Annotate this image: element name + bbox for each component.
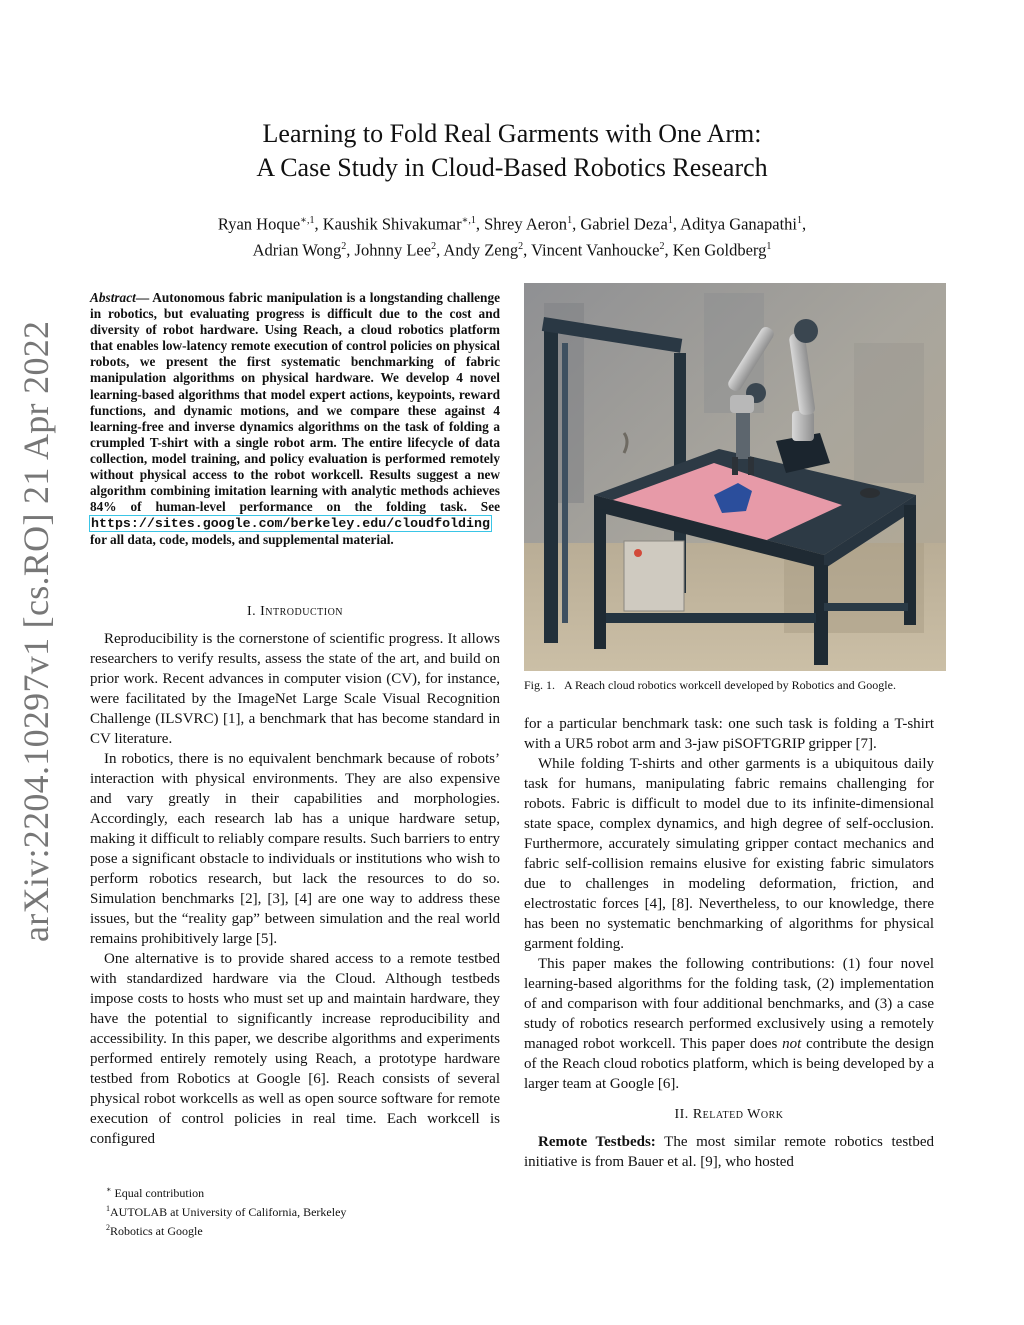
- abstract-label: Abstract: [90, 290, 136, 305]
- author-line-2: Adrian Wong$^2$, Johnny Lee$^2$, Andy Zeng$^2$, Vincent Vanhoucke$^2$, Ken Goldberg$^1$: [252, 240, 772, 259]
- title-line-2: A Case Study in Cloud-Based Robotics Research: [256, 153, 768, 182]
- footnote: $^2$Robotics at Google: [106, 1223, 203, 1238]
- author: Adrian Wong: [252, 240, 342, 259]
- figure-robot-workcell: [524, 283, 946, 671]
- author: Johnny Lee: [354, 240, 432, 259]
- author-affiliation: 1: [567, 215, 573, 226]
- paragraph: While folding T-shirts and other garments is a ubiquitous daily task for humans, manipulating fabric remains challenging for robots. Fabric is difficult to model due to its infinite-dimensional state space, complex dynamics, and high degree of self-occlusion. Furthermore, accurately simulating gripper contact mechanics and fabric self-collision remains elusive for existing fabric simulators due to challenges in modeling deformation, friction, and electrostatic forces [4], [8]. Nevertheless, to our knowledge, there has been no systematic benchmarking of algorithms for physical garment folding.: [524, 756, 934, 952]
- author-affiliation: 1: [766, 240, 772, 252]
- paragraph: for a particular benchmark task: one such task is folding a T-shirt with a UR5 robot arm and 3-jaw piSOFTGRIP gripper [7].: [524, 716, 934, 752]
- paragraph: This paper makes the following contributions: (1) four novel learning-based algorithms for the folding task, (2) implementation of and comparison with four additional benchmarks, and (3) a case study of robotics research performed exclusively using a remotely managed robot workcell. This paper does not contribute the design of the Reach cloud robotics platform, which is being developed by a larger team at Google [6].: [524, 956, 934, 1092]
- figure-label: Fig. 1.: [524, 678, 556, 692]
- author-affiliation: 1: [797, 215, 802, 226]
- author-affiliation: 2: [431, 240, 437, 252]
- right-column-text: [524, 714, 934, 1172]
- author-affiliation: 2: [341, 240, 347, 252]
- paper-title: [0, 117, 1024, 185]
- paragraph-lead: Remote Testbeds:: [538, 1134, 656, 1150]
- author: Andy Zeng: [443, 240, 519, 259]
- project-url-link[interactable]: https://sites.google.com/berkeley.edu/cloudfolding: [91, 516, 490, 532]
- paragraph: In robotics, there is no equivalent benchmark because of robots’ interaction with physical environments. They are also expensive and vary greatly in their capabilities and morphologies. Accordingly, each research lab has a unique hardware setup, making it difficult to reliably compare results. Such barriers to entry pose a significant obstacle to individuals or institutions who wish to perform robotics research, but lack the resources to do so. Simulation benchmarks [2], [3], [4] are one way to address these issues, but the “reality gap” between simulation and the real world remains prohibitively large [5].: [90, 751, 500, 947]
- author-affiliation: ∗,1: [461, 215, 476, 226]
- author-affiliation: 2: [659, 240, 665, 252]
- author: Aditya Ganapathi: [680, 214, 797, 234]
- author-affiliation: 2: [518, 240, 524, 252]
- section-introduction: [90, 602, 500, 1149]
- author: Vincent Vanhoucke: [531, 240, 660, 259]
- author-list: [80, 210, 944, 261]
- section-heading: I. Introduction: [246, 604, 344, 619]
- author: Shrey Aeron: [484, 214, 568, 234]
- figure-caption: [524, 678, 934, 692]
- paragraph: Reproducibility is the cornerstone of scientific progress. It allows researchers to verify results, assess the state of the art, and build on prior work. Recent advances in computer vision (CV), for instance, were facilitated by the ImageNet Large Scale Visual Recognition Challenge (ILSVRC) [1], a benchmark that has become standard in CV literature.: [90, 631, 500, 747]
- paragraph: Remote Testbeds: The most similar remote robotics testbed initiative is from Bauer et al. [9], who hosted: [524, 1134, 934, 1170]
- abstract-text-end: for all data, code, models, and supplemental material.: [90, 532, 394, 548]
- author: Ken Goldberg: [672, 240, 767, 259]
- section-heading: II. Related Work: [674, 1107, 784, 1122]
- arxiv-identifier: arXiv:2204.10297v1 [cs.RO] 21 Apr 2022: [16, 320, 56, 942]
- footnote: $^1$AUTOLAB at University of California, Berkeley: [106, 1204, 347, 1219]
- author: Kaushik Shivakumar: [322, 214, 462, 234]
- author-affiliation: ∗,1: [300, 215, 315, 226]
- figure-caption-text: A Reach cloud robotics workcell developed by Robotics and Google.: [564, 678, 896, 692]
- footnotes: [90, 1182, 500, 1239]
- author-affiliation: 1: [667, 215, 673, 226]
- title-line-1: Learning to Fold Real Garments with One Arm:: [262, 119, 762, 148]
- abstract-text: Autonomous fabric manipulation is a longstanding challenge in robotics, but evaluating progress is difficult due to the cost and diversity of robot hardware. Using Reach, a cloud robotics platform that enables low-latency remote execution of control policies on physical robots, we present the first systematic benchmarking of fabric manipulation algorithms on physical hardware. We develop 4 novel learning-based algorithms that model expert actions, keypoints, reward functions, and dynamic motions, and we compare these against 4 learning-free and inverse dynamics algorithms on the task of folding a crumpled T-shirt with a single robot arm. The entire lifecycle of data collection, model training, and policy evaluation is performed remotely without physical access to the robot workcell. Results suggest a new algorithm combining imitation learning with analytic methods achieves 84% of human-level performance on the folding task. See: [90, 290, 501, 515]
- abstract: Abstract— Autonomous fabric manipulation is a longstanding challenge in robotics, but evaluating progress is difficult due to the cost and diversity of robot hardware. Using Reach, a cloud robotics platform that enables low-latency remote execution of control policies on physical robots, we present the first systematic benchmarking of fabric manipulation algorithms on physical hardware. We develop 4 novel learning-based algorithms that model expert actions, keypoints, reward functions, and dynamic motions, and we compare these against 4 learning-free and inverse dynamics algorithms on the task of folding a crumpled T-shirt with a single robot arm. The entire lifecycle of data collection, model training, and policy evaluation is performed remotely without physical access to the robot workcell. Results suggest a new algorithm combining imitation learning with analytic methods achieves 84% of human-level performance on the folding task. See https://sites.google.com/berkeley.edu/cloudfolding for all data, code, models, and supplemental material.: [90, 290, 501, 548]
- author: Ryan Hoque: [217, 214, 301, 234]
- author-line-1: Ryan Hoque$^{∗,1}$, Kaushik Shivakumar$^{∗,1}$, Shrey Aeron$^1$, Gabriel Deza$^1$, Aditya Ganapathi$^1$,: [217, 214, 807, 234]
- robot-workcell-illustration: [524, 283, 946, 671]
- paragraph: One alternative is to provide shared access to a remote testbed with standardized hardware via the Cloud. Although testbeds impose costs to hosts who must set up and maintain hardware, they have the potential to significantly increase reproducibility and accessibility. In this paper, we describe algorithms and experiments performed entirely remotely using Reach, a prototype hardware testbed from Robotics at Google [6]. Reach consists of several physical robot workcells as well as open source software for remote execution of control policies in real time. Each workcell is configured: [90, 951, 500, 1147]
- author: Gabriel Deza: [580, 214, 668, 234]
- footnote: ∗ Equal contribution: [106, 1185, 205, 1200]
